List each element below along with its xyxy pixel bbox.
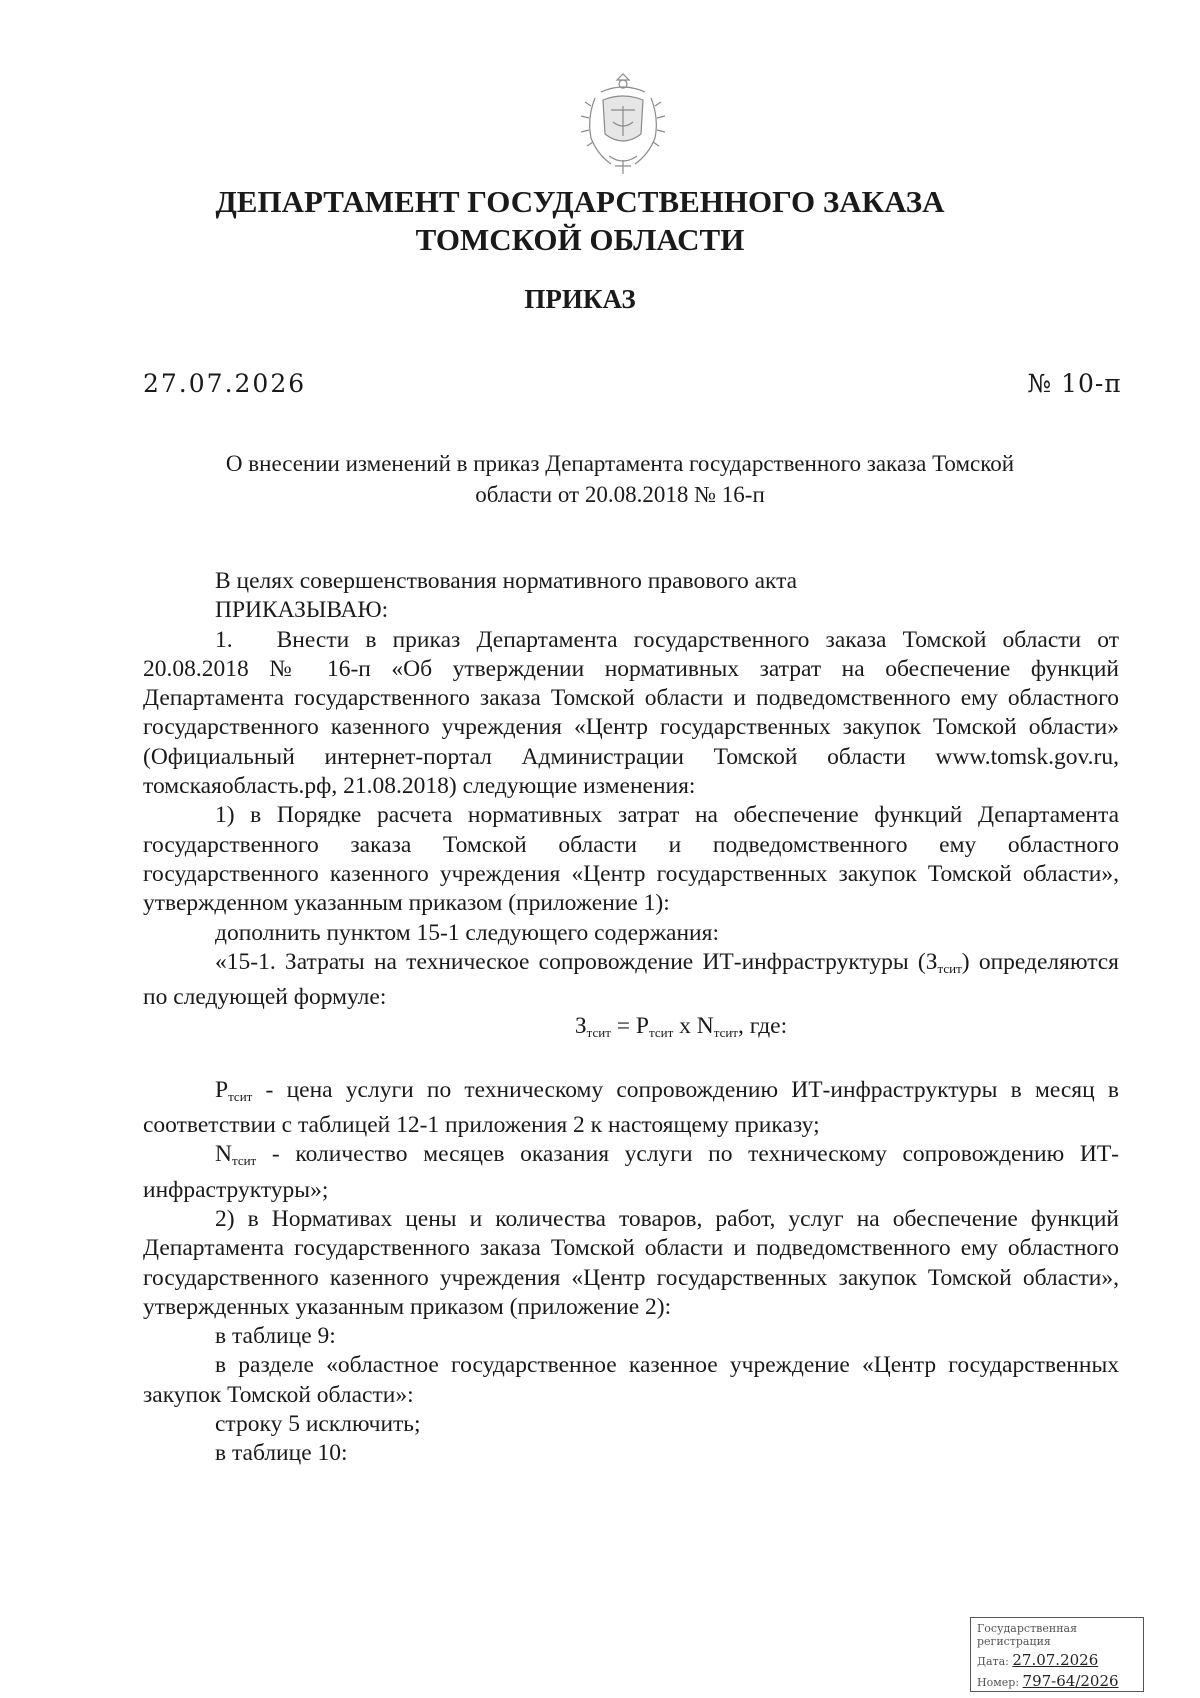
registration-date-row xyxy=(977,1651,1143,1669)
formula-tail: , где: xyxy=(737,1013,788,1040)
subitem-2-paragraph: 2) в Нормативах цены и количества товаров, работ, услуг на обеспечение функций Департамента государственного заказа Томской области и подведомственного ему областного государственного казенного учреждения «Центр государственных закупок Томской области», утвержденных указанным приказом (приложение 2): xyxy=(143,1205,1119,1320)
registration-date-value: 27.07.2026 xyxy=(1012,1651,1099,1669)
formula-p-sub: тсит xyxy=(649,1025,674,1041)
department-title xyxy=(0,183,1160,259)
item-1-text: Внести в приказ Департамента государственного заказа Томской области от 20.08.2018 № 16-п «Об утверждении нормативных затрат на обеспечение функций Департамента государственного заказа Томской области и подведомственного ему областного государственного казенного учреждения «Центр государственных закупок Томской области» (Официальный интернет-портал Администрации Томской области www.tomsk.gov.ru, томскаяобласть.рф, 21.08.2018) следующие изменения: xyxy=(143,626,1119,800)
subitem-1-paragraph: 1) в Порядке расчета нормативных затрат на обеспечение функций Департамента государственного заказа Томской области и подведомственного ему областного государственного казенного учреждения «Центр государственных закупок Томской области», утвержденном указанным приказом (приложение 1): xyxy=(143,802,1119,917)
formula-n: N xyxy=(696,1013,714,1040)
document-body xyxy=(143,567,1119,1469)
formula-z: З xyxy=(574,1013,587,1040)
row-5-paragraph: строку 5 исключить; xyxy=(215,1411,421,1438)
department-title-line1: ДЕПАРТАМЕНТ ГОСУДАРСТВЕННОГО ЗАКАЗА xyxy=(215,184,945,219)
point-15-1-close: ) xyxy=(961,948,970,975)
point-15-1-line2: определяются по следующей формуле: xyxy=(143,948,1119,1011)
subject-line1: О внесении изменений в приказ Департамента государственного заказа Томской xyxy=(225,451,1015,476)
definition-n-symbol: N xyxy=(215,1141,232,1168)
table-10-paragraph: в таблице 10: xyxy=(215,1440,348,1467)
registration-date-label: Дата: xyxy=(977,1655,1009,1668)
item-1-number: 1. xyxy=(215,626,233,653)
formula-z-sub: тсит xyxy=(586,1025,611,1041)
formula-n-sub: тсит xyxy=(713,1025,738,1041)
point-15-1-paragraph xyxy=(143,948,1119,1013)
registration-title: Государственная регистрация xyxy=(977,1622,1078,1648)
document-date: 27.07.2026 xyxy=(143,369,307,398)
definition-p-subscript: тсит xyxy=(228,1088,253,1104)
purpose-paragraph: В целях совершенствования нормативного правового акта xyxy=(215,568,798,594)
registration-stamp xyxy=(970,1617,1144,1692)
definition-p xyxy=(143,1076,1119,1141)
point-15-1-subscript: тсит xyxy=(937,960,962,976)
item-1-paragraph xyxy=(143,626,1119,802)
definition-n xyxy=(143,1140,1119,1205)
registration-number-value: 797-64/2026 xyxy=(1022,1672,1119,1690)
point-15-1-text: «15-1. Затраты на техническое сопровождение ИТ-инфраструктуры (З xyxy=(215,948,938,975)
document-type: ПРИКАЗ xyxy=(524,284,636,314)
formula-eq: = xyxy=(610,1013,636,1040)
definition-p-symbol: Р xyxy=(215,1076,229,1103)
formula-p: Р xyxy=(635,1013,649,1040)
order-word: ПРИКАЗЫВАЮ: xyxy=(215,597,389,624)
registration-number-row xyxy=(977,1672,1143,1690)
table-9-paragraph: в таблице 9: xyxy=(215,1323,336,1350)
subject-line2: области от 20.08.2018 № 16-п xyxy=(475,482,765,507)
definition-n-text: - количество месяцев оказания услуги по техническому сопровождению ИТ-инфраструктуры»; xyxy=(143,1141,1119,1203)
formula-x: x xyxy=(673,1013,697,1040)
definition-n-subscript: тсит xyxy=(231,1153,257,1169)
document-number: № 10-п xyxy=(1027,369,1122,398)
definition-p-text: - цена услуги по техническому сопровождению ИТ-инфраструктуры в месяц в соответствии с таблицей 12-1 приложения 2 к настоящему приказу; xyxy=(143,1076,1119,1139)
document-subject xyxy=(150,448,1090,510)
registration-number-label: Номер: xyxy=(977,1676,1020,1689)
coat-of-arms-icon xyxy=(573,70,673,178)
add-point-paragraph: дополнить пунктом 15-1 следующего содержания: xyxy=(215,919,719,946)
section-paragraph: в разделе «областное государственное казенное учреждение «Центр государственных закупок Томской области»: xyxy=(143,1352,1119,1408)
department-title-line2: ТОМСКОЙ ОБЛАСТИ xyxy=(415,222,745,257)
formula xyxy=(143,1012,1119,1047)
